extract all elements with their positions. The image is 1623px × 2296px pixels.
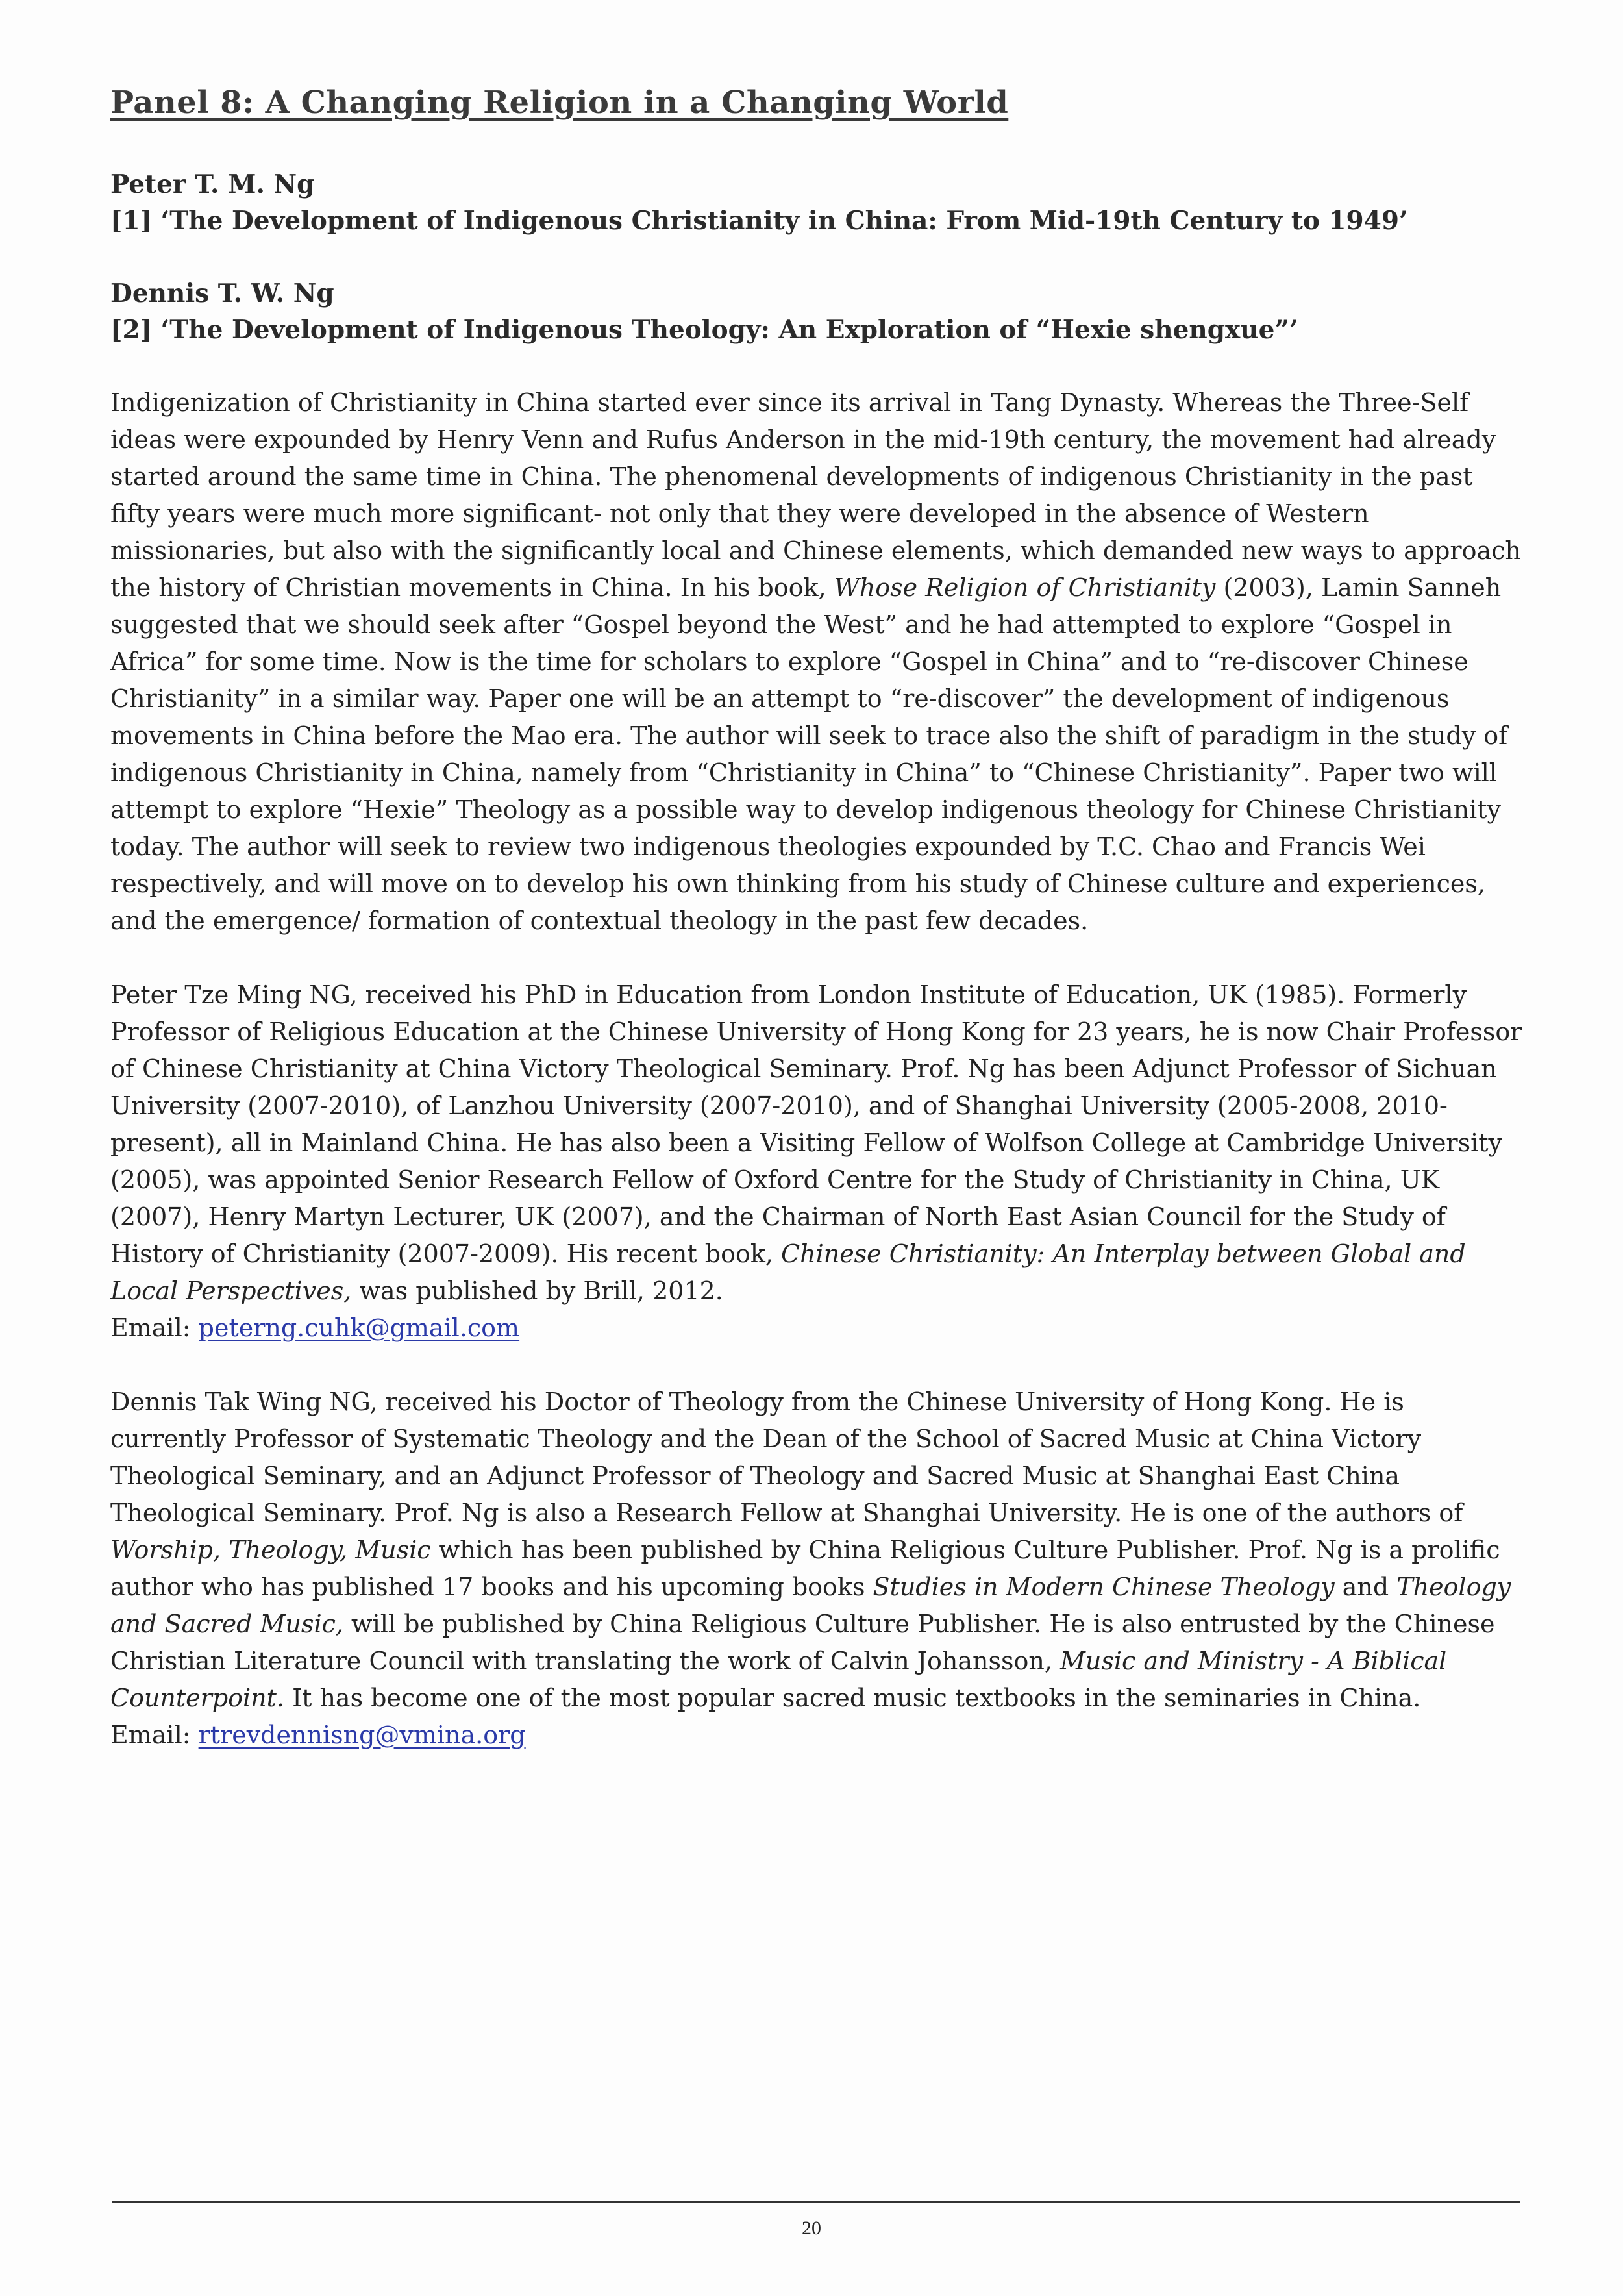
- abstract-book-title: Whose Religion of Christianity: [834, 573, 1216, 602]
- bio-dennis-book-3: Theology and Sacred Music,: [110, 1573, 1511, 1638]
- dennis-email-link[interactable]: rtrevdennisng@vmina.org: [198, 1721, 526, 1749]
- bio-dennis-book-1: Worship, Theology, Music: [110, 1536, 431, 1564]
- speaker-name-1: Peter T. M. Ng: [110, 169, 315, 199]
- bio-peter-ng: [110, 977, 1526, 1347]
- bio-dennis-book-4: Music and Ministry - A Biblical Counterpoint.: [110, 1647, 1447, 1712]
- bio-dennis-ng: [110, 1384, 1526, 1754]
- bio-peter-book-title: Chinese Christianity: An Interplay between Global and Local Perspectives,: [110, 1240, 1466, 1305]
- paper-title-2: [2] ‘The Development of Indigenous Theology: An Exploration of “Hexie shengxue”’: [110, 315, 1298, 345]
- panel-title: Panel 8: A Changing Religion in a Changing World: [110, 84, 1009, 121]
- abstract-text-2: (2003), Lamin Sanneh suggested that we should seek after “Gospel beyond the West” and he had attempted to explore “Gospel in Africa” for some time. Now is the time for scholars to explore “Gospel in China” and to “re-discover Chinese Christianity” in a similar way. Paper one will be an attempt to “re-discover” the development of indigenous movements in China before the Mao era. The author will seek to trace also the shift of paradigm in the study of indigenous Christianity in China, namely from “Christianity in China” to “Chinese Christianity”. Paper two will attempt to explore “Hexie” Theology as a possible way to develop indigenous theology for Chinese Christianity today. The author will seek to review two indigenous theologies expounded by T.C. Chao and Francis Wei respectively, and will move on to develop his own thinking from his study of Chinese culture and experiences, and the emergence/ formation of contextual theology in the past few decades.: [110, 573, 1508, 935]
- bio-dennis-email-line: [110, 1717, 1526, 1754]
- abstract-text-1: Indigenization of Christianity in China started ever since its arrival in Tang Dynasty. Whereas the Three-Self ideas were expounded by Henry Venn and Rufus Anderson in the mid-19th century, the movement had already started around the same time in China. The phenomenal developments of indigenous Christianity in the past fifty years were much more significant- not only that they were developed in the absence of Western missionaries, but also with the significantly local and Chinese elements, which demanded new ways to approach the history of Christian movements in China. In his book,: [110, 388, 1521, 602]
- page-number: 20: [802, 2217, 821, 2239]
- bio-dennis-book-2: Studies in Modern Chinese Theology: [873, 1573, 1335, 1601]
- bio-dennis-text-5: It has become one of the most popular sacred music textbooks in the seminaries in China.: [284, 1684, 1421, 1712]
- bio-dennis-text-2: which has been published by China Religious Culture Publisher. Prof. Ng is a prolific author who has published 17 books and his upcoming books: [110, 1536, 1500, 1601]
- bio-dennis-text-3: and: [1334, 1573, 1397, 1601]
- bio-peter-email-label: Email:: [110, 1314, 199, 1342]
- speaker-name-2: Dennis T. W. Ng: [110, 279, 334, 308]
- bio-dennis-email-label: Email:: [110, 1721, 199, 1749]
- peter-email-link[interactable]: peterng.cuhk@gmail.com: [198, 1314, 520, 1342]
- bio-dennis-text-4: will be published by China Religious Culture Publisher. He is also entrusted by the Chinese Christian Literature Council with translating the work of Calvin Johansson,: [110, 1610, 1495, 1675]
- bio-peter-text-2: was published by Brill, 2012.: [351, 1277, 723, 1305]
- footer-rule: [112, 2201, 1520, 2203]
- bio-peter-email-line: [110, 1310, 1526, 1347]
- abstract-paragraph: [110, 384, 1526, 940]
- paper-title-1: [1] ‘The Development of Indigenous Christianity in China: From Mid-19th Century to 1949’: [110, 206, 1408, 236]
- bio-dennis-text-1: Dennis Tak Wing NG, received his Doctor of Theology from the Chinese University of Hong Kong. He is currently Professor of Systematic Theology and the Dean of the School of Sacred Music at China Victory Theological Seminary, and an Adjunct Professor of Theology and Sacred Music at Shanghai East China Theological Seminary. Prof. Ng is also a Research Fellow at Shanghai University. He is one of the authors of: [110, 1388, 1463, 1527]
- page-content: [110, 84, 1526, 1791]
- bio-peter-text-1: Peter Tze Ming NG, received his PhD in Education from London Institute of Education, UK (1985). Formerly Professor of Religious Education at the Chinese University of Hong Kong for 23 years, he is now Chair Professor of Chinese Christianity at China Victory Theological Seminary. Prof. Ng has been Adjunct Professor of Sichuan University (2007-2010), of Lanzhou University (2007-2010), and of Shanghai University (2005-2008, 2010- present), all in Mainland China. He has also been a Visiting Fellow of Wolfson College at Cambridge University (2005), was appointed Senior Research Fellow of Oxford Centre for the Study of Christianity in China, UK (2007), Henry Martyn Lecturer, UK (2007), and the Chairman of North East Asian Council for the Study of History of Christianity (2007-2009). His recent book,: [110, 980, 1522, 1268]
